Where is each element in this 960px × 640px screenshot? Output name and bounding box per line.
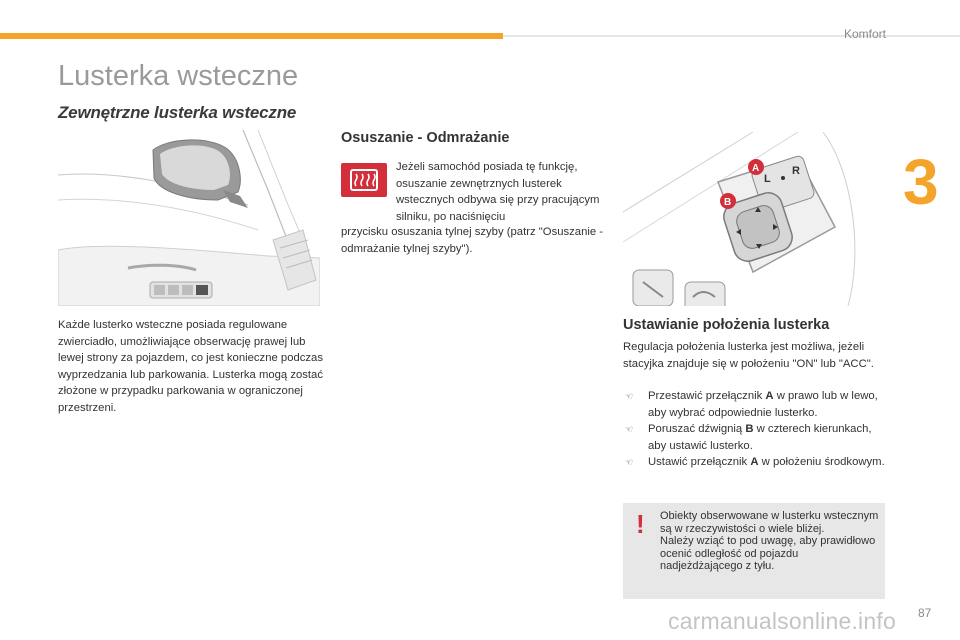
header-accent-bar — [0, 33, 503, 39]
section-label: Komfort — [843, 27, 886, 41]
chapter-number: 3 — [903, 146, 939, 218]
label-r: R — [792, 165, 800, 177]
adjust-steps — [623, 388, 885, 471]
key-label: B — [745, 423, 754, 435]
callout-a: A — [752, 163, 760, 174]
adjust-heading: Ustawianie położenia lusterka — [623, 317, 830, 333]
list-item: ☜ Poruszać dźwignią B w czterech kierunkach, aby ustawić lusterko. — [625, 423, 872, 452]
defrost-heading: Osuszanie - Odmrażanie — [341, 130, 510, 146]
list-item: ☜ Ustawić przełącznik A w położeniu środkowym. — [623, 454, 885, 471]
watermark: carmanualsonline.info — [668, 608, 896, 634]
header-rule — [503, 35, 960, 37]
page-number: 87 — [918, 606, 932, 620]
mirror-switch-illustration — [623, 132, 885, 306]
warning-text: Obiekty obserwowane w lusterku wstecznym są w rzeczywistości o wiele bliżej. Należy wziąć to pod uwagę, aby prawidłowo ocenić odległość od pojazdu nadjeżdżającego z tyłu. — [660, 510, 879, 572]
mirror-description: Każde lusterko wsteczne posiada regulowane zwierciadło, umożliwiające obserwację prawej lub lewej strony za pojazdem, co jest konieczne podczas wyprzedzania lub parkowania. Lusterka mogą zostać złożone w przypadku parkowania w ograniczonej przestrzeni. — [58, 319, 323, 414]
page-subtitle: Zewnętrzne lusterka wsteczne — [58, 103, 297, 122]
bullet-icon: ☜ — [625, 391, 634, 401]
list-item: ☜ Przestawić przełącznik A w prawo lub w lewo, aby wybrać odpowiednie lusterko. — [625, 390, 878, 419]
page-title: Lusterka wsteczne — [58, 60, 299, 92]
callout-b: B — [724, 197, 732, 208]
switch-drawing — [623, 132, 885, 306]
mirror-drawing — [58, 130, 320, 306]
key-label: A — [765, 390, 774, 402]
bullet-icon: ☜ — [625, 424, 634, 434]
adjust-intro: Regulacja położenia lusterka jest możliwa, jeżeli stacyjka znajduje się w położeniu "ON" lub "ACC". — [623, 341, 874, 370]
defrost-text: Jeżeli samochód posiada tę funkcję, osuszanie zewnętrznych lusterek wstecznych odbywa się przy pracującym silniku, po naciśnięciu — [396, 161, 600, 223]
mirror-illustration — [58, 130, 320, 306]
defrost-text-continued: przycisku osuszania tylnej szyby (patrz "Osuszanie - odmrażanie tylnej szyby"). — [341, 226, 604, 255]
bullet-icon: ☜ — [625, 457, 634, 467]
label-l: L — [764, 173, 771, 185]
selector-dot — [781, 176, 785, 180]
key-label: A — [750, 456, 759, 468]
warning-box — [623, 503, 885, 599]
exclamation-icon: ! — [636, 509, 645, 539]
rear-defrost-icon — [341, 163, 387, 197]
